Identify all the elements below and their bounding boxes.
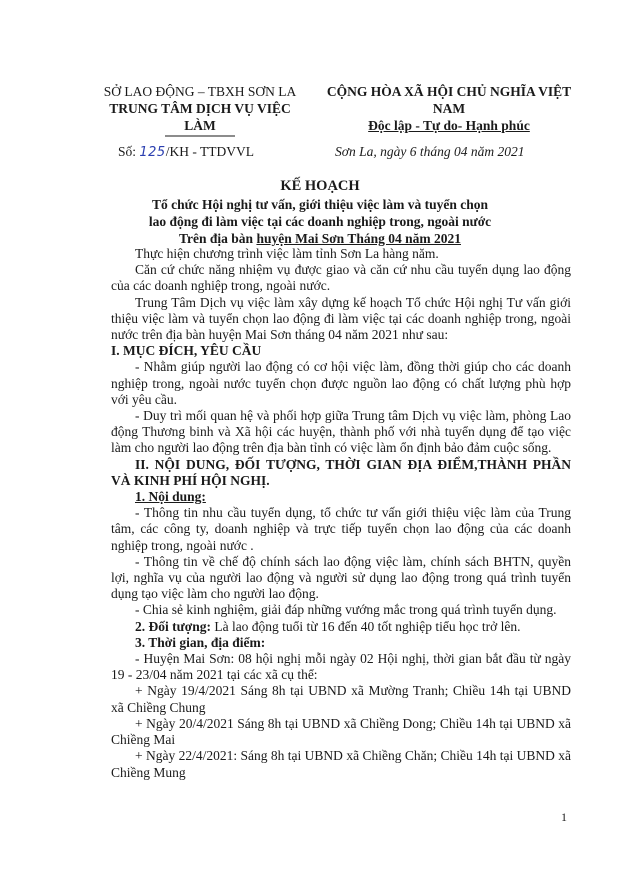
issuing-agency-header [95,83,305,138]
title-line-3-prefix: Trên địa bàn [179,231,257,246]
subsection-heading-text: 1. Nội dung: [135,489,206,505]
paragraph [111,619,571,635]
place-and-date: Sơn La, ngày 6 tháng 04 năm 2021 [335,144,525,159]
title-line-3 [110,230,530,247]
paragraph: - Thông tin nhu cầu tuyển dụng, tổ chức tư vấn giới thiệu việc làm của Trung tâm, các công ty, doanh nghiệp và trực tiếp tuyển chọn lao động của các doanh nghiệp trong, ngoài nước . [111,505,571,553]
subsection-text: Là lao động tuổi từ 16 đến 40 tốt nghiệp tiểu học trở lên. [210,618,521,634]
title-line-2: lao động đi làm việc tại các doanh nghiệp trong, ngoài nước [148,214,492,229]
agency-name [95,100,305,134]
paragraph: Trung Tâm Dịch vụ việc làm xây dựng kế hoạch Tổ chức Hội nghị Tư vấn giới thiệu việc làm và tuyển chọn lao động đi làm việc tại các doanh nghiệp trong, ngoài nước trên địa bàn huyện Mai Sơn tháng 04 năm 2021 như sau: [111,294,571,343]
title-main: KẾ HOẠCH [280,178,360,194]
title-line-1: Tổ chức Hội nghị tư vấn, giới thiệu việc làm và tuyển chọn [151,197,489,212]
paragraph: - Duy trì mối quan hệ và phối hợp giữa Trung tâm Dịch vụ việc làm, phòng Lao động Thương binh và Xã hội các huyện, thành phố với nhà tuyển dụng để tạo việc làm cho người lao động trên địa bàn tỉnh có việc làm ổn định bảo đảm cuộc sống. [111,408,571,456]
subsection-heading [111,489,571,505]
section-heading-2: II. NỘI DUNG, ĐỐI TƯỢNG, THỜI GIAN ĐỊA ĐIỂM,THÀNH PHẦN VÀ KINH PHÍ HỘI NGHỊ. [111,456,571,488]
agency-parent: SỞ LAO ĐỘNG – TBXH SƠN LA [103,84,297,99]
page-number: 1 [561,810,567,824]
motto-text: Độc lập - Tự do- Hạnh phúc [368,118,530,133]
number-suffix: /KH - TTDVVL [165,144,254,159]
agency-name-text: TRUNG TÂM DỊCH VỤ VIỆC LÀM [109,101,291,133]
title-line-3-underlined: huyện Mai Sơn Tháng 04 năm 2021 [256,231,461,246]
paragraph: Thực hiện chương trình việc làm tỉnh Sơn La hàng năm. [135,246,439,261]
document-body [111,246,571,781]
paragraph: - Chia sẻ kinh nghiệm, giải đáp những vướng mắc trong quá trình tuyển dụng. [135,602,557,618]
national-motto-header [318,83,580,134]
paragraph: + Ngày 19/4/2021 Sáng 8h tại UBND xã Mường Tranh; Chiều 14h tại UBND xã Chiềng Chung [111,683,571,715]
number-prefix: Số: [118,144,140,159]
handwritten-number: 125 [139,145,166,160]
document-number [118,144,254,160]
subsection-heading: 3. Thời gian, địa điểm: [135,634,266,650]
agency-underline [95,134,305,138]
section-heading-1: I. MỤC ĐÍCH, YÊU CẦU [111,343,262,359]
paragraph: + Ngày 20/4/2021 Sáng 8h tại UBND xã Chiềng Dong; Chiều 14h tại UBND xã Chiềng Mai [111,715,571,748]
motto [318,117,580,134]
nation-name: CỘNG HÒA XÃ HỘI CHỦ NGHĨA VIỆT NAM [326,84,572,116]
paragraph: Căn cứ chức năng nhiệm vụ được giao và căn cứ nhu cầu tuyển dụng lao động của các doanh nghiệp trong, ngoài nước. [111,262,571,294]
paragraph: - Nhằm giúp người lao động có cơ hội việc làm, đồng thời giúp cho các doanh nghiệp trong, ngoài nước tuyển chọn được nguồn lao động có chất lượng phù hợp với yêu cầu. [111,359,571,407]
subsection-label: 2. Đối tượng: [135,618,211,634]
paragraph: + Ngày 22/4/2021: Sáng 8h tại UBND xã Chiềng Chăn; Chiều 14h tại UBND xã Chiềng Mung [111,748,571,780]
paragraph: - Huyện Mai Sơn: 08 hội nghị mỗi ngày 02 Hội nghị, thời gian bắt đầu từ ngày 19 - 23/04 năm 2021 tại các xã cụ thể: [111,651,571,683]
paragraph: - Thông tin về chế độ chính sách lao động việc làm, chính sách BHTN, quyền lợi, nghĩa vụ của người lao động và người sử dụng lao động trong quá trình tuyển dụng tạo việc làm cho người lao động. [111,553,571,602]
document-title [110,178,530,247]
